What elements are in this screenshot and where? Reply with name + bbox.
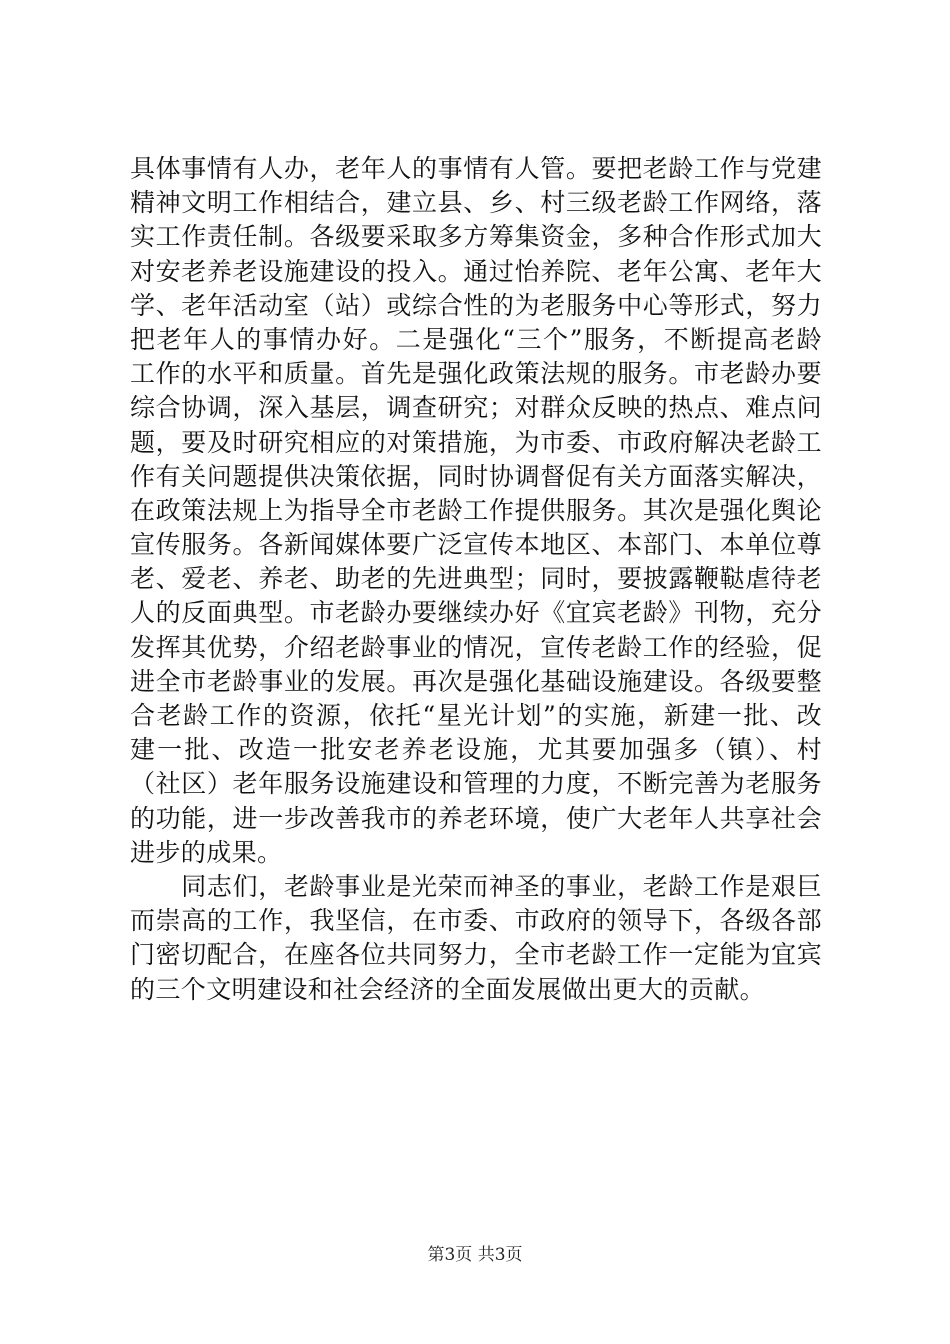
- text-line: 的功能，进一步改善我市的养老环境，使广大老年人共享社会: [130, 803, 822, 833]
- text-line: 宣传服务。各新闻媒体要广泛宣传本地区、本部门、本单位尊: [130, 530, 822, 560]
- text-line: 题，要及时研究相应的对策措施，为市委、市政府解决老龄工: [130, 427, 822, 457]
- text-line: 建一批、改造一批安老养老设施，尤其要加强多（镇）、村: [130, 735, 822, 765]
- document-body: [130, 152, 822, 1007]
- text-line: 而崇高的工作，我坚信，在市委、市政府的领导下，各级各部: [130, 906, 822, 936]
- text-line: 作有关问题提供决策依据，同时协调督促有关方面落实解决，: [130, 461, 822, 491]
- text-line: 门密切配合，在座各位共同努力，全市老龄工作一定能为宜宾: [130, 940, 822, 970]
- text-line: 进全市老龄事业的发展。再次是强化基础设施建设。各级要整: [130, 666, 822, 696]
- text-line: 合老龄工作的资源，依托“星光计划”的实施，新建一批、改: [130, 701, 822, 730]
- text-line: 工作的水平和质量。首先是强化政策法规的服务。市老龄办要: [130, 359, 822, 389]
- text-line: 具体事情有人办，老年人的事情有人管。要把老龄工作与党建: [130, 154, 822, 183]
- text-line: （社区）老年服务设施建设和管理的力度，不断完善为老服务: [130, 769, 822, 799]
- text-line: 对安老养老设施建设的投入。通过怡养院、老年公寓、老年大: [130, 256, 822, 286]
- text-line: 把老年人的事情办好。二是强化“三个”服务，不断提高老龄: [130, 324, 822, 354]
- text-line: 综合协调，深入基层，调查研究；对群众反映的热点、难点问: [130, 393, 822, 423]
- text-line: 学、老年活动室（站）或综合性的为老服务中心等形式，努力: [130, 290, 822, 320]
- text-line: 人的反面典型。市老龄办要继续办好《宜宾老龄》刊物，充分: [130, 598, 822, 628]
- text-line: 同志们，老龄事业是光荣而神圣的事业，老龄工作是艰巨: [130, 871, 822, 901]
- text-line: 精神文明工作相结合，建立县、乡、村三级老龄工作网络，落: [130, 188, 822, 218]
- text-line: 在政策法规上为指导全市老龄工作提供服务。其次是强化舆论: [130, 495, 822, 525]
- text-line: 发挥其优势，介绍老龄事业的情况，宣传老龄工作的经验，促: [130, 632, 822, 662]
- page-number-footer: 第3页 共3页: [427, 1245, 523, 1265]
- text-line: 进步的成果。: [130, 837, 283, 867]
- text-line: 老、爱老、养老、助老的先进典型；同时，要披露鞭鞑虐待老: [130, 564, 822, 594]
- text-line: 实工作责任制。各级要采取多方筹集资金，多种合作形式加大: [130, 222, 822, 252]
- text-line: 的三个文明建设和社会经济的全面发展做出更大的贡献。: [130, 974, 766, 1004]
